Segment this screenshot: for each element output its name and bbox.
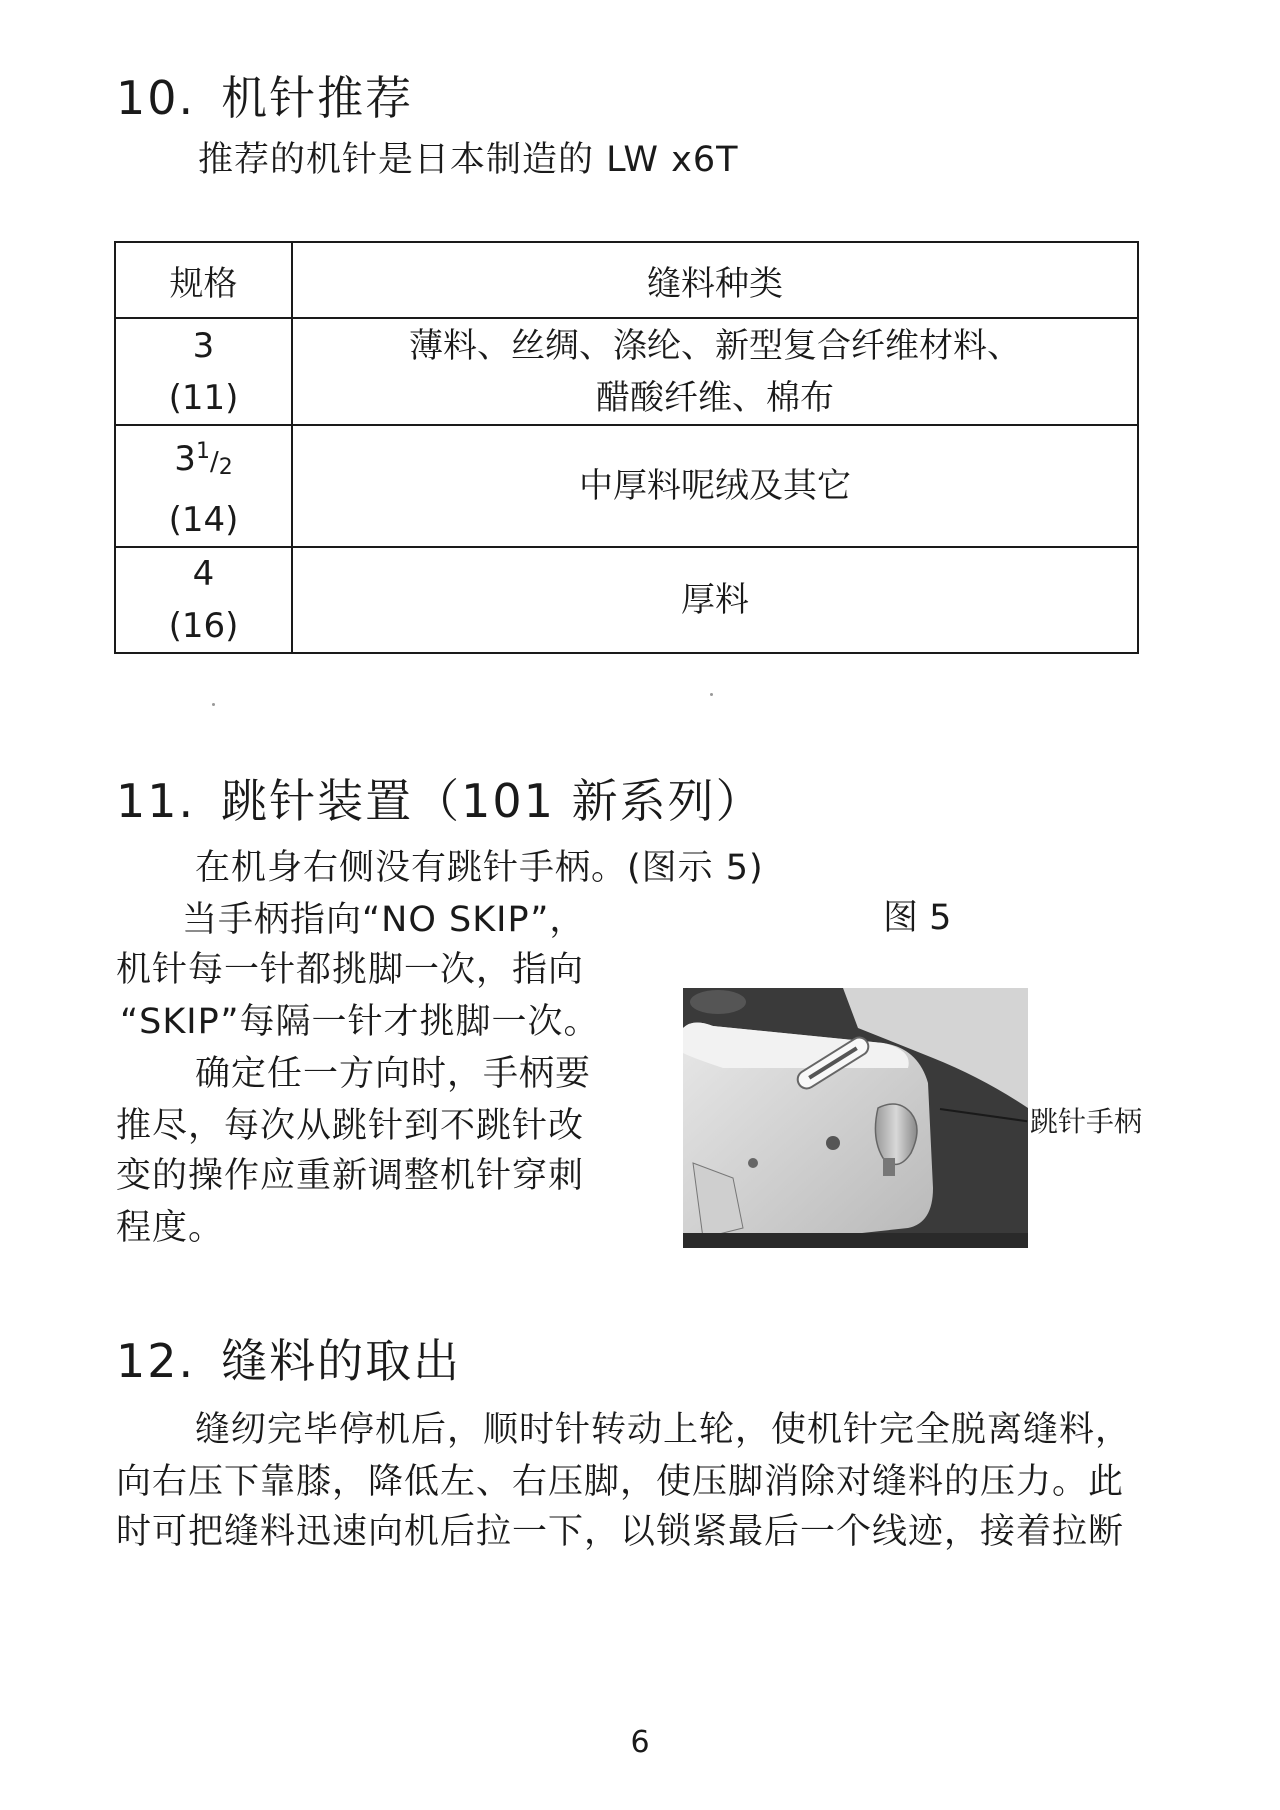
material-cell bbox=[292, 318, 1138, 425]
section-title: 机针推荐 bbox=[221, 71, 414, 125]
skip-stitch-figure bbox=[683, 988, 1028, 1248]
size-value: 4 bbox=[192, 554, 215, 594]
body-line: “SKIP”每隔一针才挑脚一次。 bbox=[120, 1002, 600, 1042]
body-line: 当手柄指向“NO SKIP”， bbox=[182, 900, 586, 940]
size-cell bbox=[115, 425, 292, 547]
body-line: 机针每一针都挑脚一次，指向 bbox=[116, 950, 585, 990]
material-line: 厚料 bbox=[681, 580, 749, 620]
material-cell bbox=[292, 425, 1138, 547]
page-number: 6 bbox=[630, 1725, 650, 1760]
body-line: 向右压下靠膝，降低左、右压脚，使压脚消除对缝料的压力。此 bbox=[116, 1462, 1125, 1502]
sewing-machine-photo bbox=[683, 988, 1028, 1248]
material-line: 醋酸纤维、棉布 bbox=[596, 377, 834, 418]
body-line: 程度。 bbox=[116, 1208, 225, 1248]
material-cell bbox=[292, 547, 1138, 653]
body-line: 推尽，每次从跳针到不跳针改 bbox=[116, 1106, 585, 1146]
fraction-numerator: 1 bbox=[195, 439, 210, 464]
header-material: 缝料种类 bbox=[292, 242, 1138, 318]
body-line: 缝纫完毕停机后，顺时针转动上轮，使机针完全脱离缝料， bbox=[195, 1410, 1132, 1450]
dial bbox=[690, 990, 746, 1014]
table-row bbox=[115, 425, 1138, 547]
table-header-row bbox=[115, 242, 1138, 318]
size-alt-value: (16) bbox=[168, 606, 239, 646]
section-title: 跳针装置（101 新系列） bbox=[221, 774, 764, 828]
knob-stem bbox=[883, 1158, 895, 1176]
fraction-denominator: 2 bbox=[218, 455, 233, 480]
size-value: 3 bbox=[192, 325, 215, 366]
figure-label: 图 5 bbox=[883, 898, 952, 938]
needle-recommendation-table bbox=[114, 241, 1139, 654]
section-10-intro: 推荐的机针是日本制造的 LW x6T bbox=[198, 140, 739, 180]
material-line: 中厚料呢绒及其它 bbox=[579, 466, 851, 506]
scan-speck bbox=[212, 703, 215, 706]
section-number: 10. bbox=[116, 71, 196, 125]
size-cell bbox=[115, 547, 292, 653]
material-line: 薄料、丝绸、涤纶、新型复合纤维材料、 bbox=[409, 325, 1021, 366]
photo-shadow bbox=[683, 1233, 1028, 1248]
size-whole: 3 bbox=[174, 439, 196, 479]
body-line: 确定任一方向时，手柄要 bbox=[195, 1054, 592, 1094]
body-line: 变的操作应重新调整机针穿刺 bbox=[116, 1156, 585, 1196]
header-size: 规格 bbox=[115, 242, 292, 318]
size-fraction bbox=[116, 426, 291, 494]
section-number: 12. bbox=[116, 1334, 196, 1388]
table-row bbox=[115, 547, 1138, 653]
body-line: 在机身右侧没有跳针手柄。(图示 5) bbox=[195, 848, 764, 888]
fraction-slash: / bbox=[209, 447, 219, 477]
section-10-heading bbox=[116, 62, 413, 128]
scan-speck bbox=[710, 693, 713, 696]
size-cell bbox=[115, 318, 292, 425]
skip-lever-callout: 跳针手柄 bbox=[1030, 1105, 1143, 1138]
screw-hole bbox=[826, 1136, 840, 1150]
section-number: 11. bbox=[116, 774, 196, 828]
size-alt-value: (11) bbox=[168, 377, 239, 418]
size-alt-value: (14) bbox=[168, 500, 239, 540]
section-title: 缝料的取出 bbox=[221, 1334, 462, 1388]
screw-hole bbox=[748, 1158, 758, 1168]
table-row bbox=[115, 318, 1138, 425]
section-11-heading bbox=[116, 765, 764, 831]
body-line: 时可把缝料迅速向机后拉一下，以锁紧最后一个线迹，接着拉断 bbox=[116, 1512, 1125, 1552]
section-12-heading bbox=[116, 1325, 461, 1391]
